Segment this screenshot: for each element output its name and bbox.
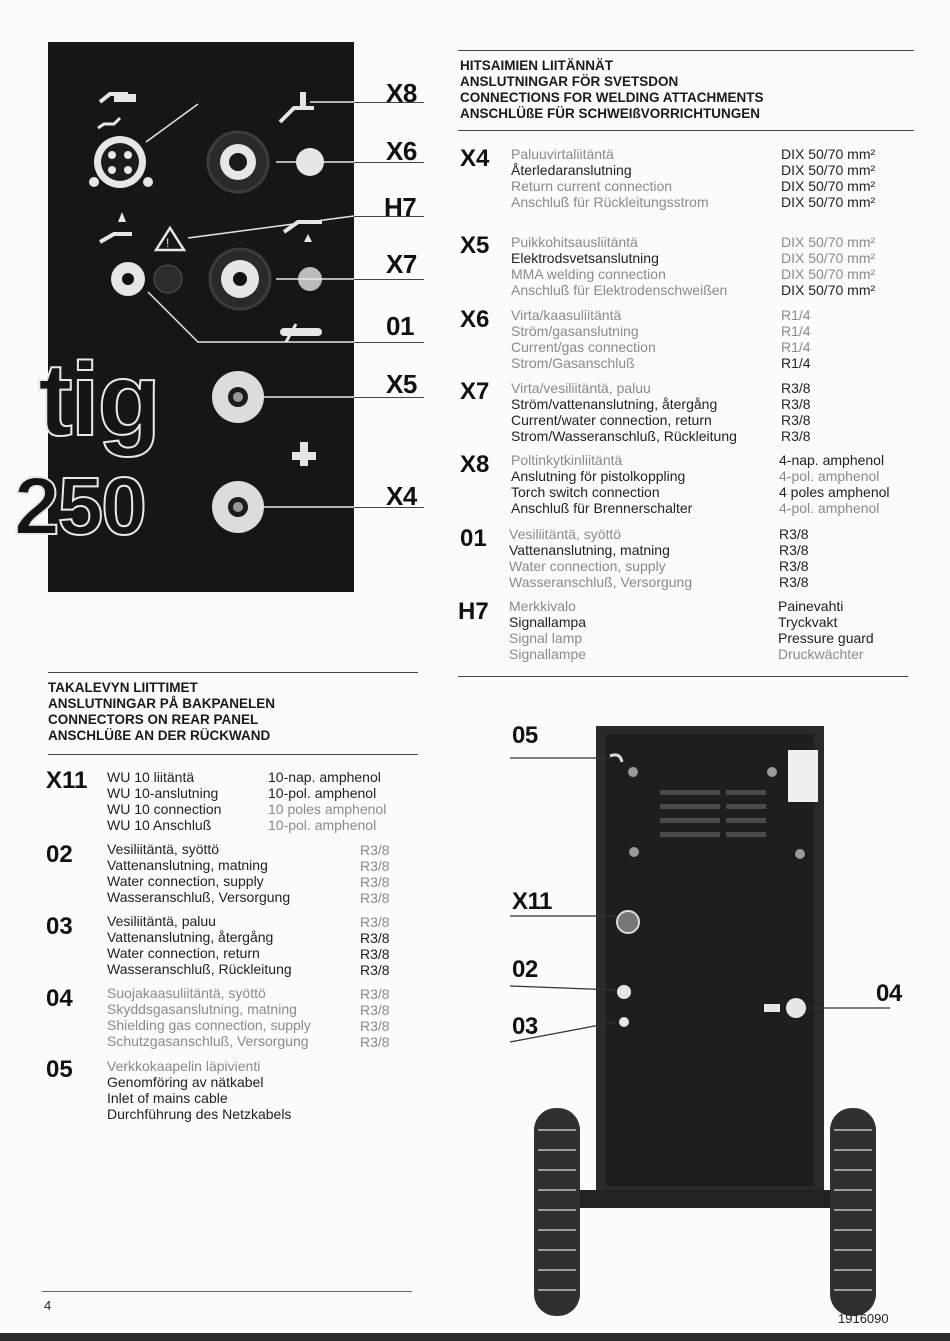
code-x4: X4 <box>460 145 490 172</box>
entry-x5-values: DIX 50/70 mm² DIX 50/70 mm² DIX 50/70 mm² DIX 50/70 mm² <box>781 234 876 298</box>
entry-03-text: Vesiliitäntä, paluu Vattenanslutning, återgång Water connection, return Wasseranschluß, Rückleitung <box>107 913 292 977</box>
welding-heading-en: CONNECTIONS FOR WELDING ATTACHMENTS <box>460 90 764 105</box>
rear-panel-photo <box>510 720 890 1320</box>
code-x5: X5 <box>460 232 490 259</box>
code-x7: X7 <box>460 378 490 405</box>
rear-label-03: 03 <box>512 1013 538 1040</box>
entry-01-values: R3/8 R3/8 R3/8 R3/8 <box>779 526 809 590</box>
entry-h7-text: Merkkivalo Signallampa Signal lamp Signallampe <box>509 598 587 662</box>
bottom-scan-edge <box>0 1333 950 1341</box>
entry-01-text: Vesiliitäntä, syöttö Vattenanslutning, matning Water connection, supply Wasseranschluß, Versorgung <box>509 526 693 590</box>
entry-x7-values: R3/8 R3/8 R3/8 R3/8 <box>781 380 811 444</box>
entry-02-values: R3/8 R3/8 R3/8 R3/8 <box>360 842 390 906</box>
entry-02-text: Vesiliitäntä, syöttö Vattenanslutning, matning Water connection, supply Wasseranschluß, Versorgung <box>107 841 291 905</box>
welding-heading-sv: ANSLUTNINGAR FÖR SVETSDON <box>460 74 679 89</box>
svg-text:!: ! <box>166 236 170 250</box>
entry-x5-text: Puikkohitsausliitäntä Elektrodsvetsanslutning MMA welding connection Anschluß für Elektrodenschweißen <box>511 234 728 298</box>
rear-heading-en: CONNECTORS ON REAR PANEL <box>48 712 259 727</box>
rear-heading-fi: TAKALEVYN LIITTIMET <box>48 680 198 695</box>
code-05: 05 <box>46 1056 73 1083</box>
entry-03-values: R3/8 R3/8 R3/8 R3/8 <box>360 914 390 978</box>
brand-tig: tig <box>38 342 160 458</box>
entry-h7-values: Painevahti Tryckvakt Pressure guard Druckwächter <box>778 598 874 662</box>
code-03: 03 <box>46 913 73 940</box>
code-x11: X11 <box>46 767 88 794</box>
rear-label-x11: X11 <box>512 888 552 915</box>
entry-04-text: Suojakaasuliitäntä, syöttö Skyddsgasanslutning, matning Shielding gas connection, supply Schutzgasanschluß, Versorgung <box>107 985 311 1049</box>
code-h7: H7 <box>458 598 489 625</box>
welding-heading-de: ANSCHLÜßE FÜR SCHWEIßVORRICHTUNGEN <box>460 106 760 121</box>
code-04: 04 <box>46 985 73 1012</box>
label-x8: X8 <box>386 78 417 108</box>
entry-x4-text: Paluuvirtaliitäntä Återledaranslutning Return current connection Anschluß für Rückleitungsstrom <box>511 146 709 210</box>
label-01: 01 <box>386 311 414 341</box>
document-number: 1916090 <box>838 1311 889 1326</box>
label-x4: X4 <box>386 481 417 511</box>
welding-heading-fi: HITSAIMIEN LIITÄNNÄT <box>460 58 613 73</box>
rear-panel-graphic <box>510 720 890 1320</box>
front-panel-photo <box>14 42 354 592</box>
rear-heading <box>48 680 275 744</box>
rear-heading-de: ANSCHLÜßE AN DER RÜCKWAND <box>48 728 271 743</box>
rear-heading-sv: ANSLUTNINGAR PÅ BAKPANELEN <box>48 696 276 711</box>
entry-x8-values: 4-nap. amphenol 4-pol. amphenol 4 poles amphenol 4-pol. amphenol <box>779 452 890 516</box>
label-h7: H7 <box>384 192 417 222</box>
04-connector-icon <box>786 998 806 1018</box>
code-x8: X8 <box>460 451 490 478</box>
entry-x8-text: Poltinkytkinliitäntä Anslutning för pistolkoppling Torch switch connection Anschluß für Brennerschalter <box>511 452 693 516</box>
x5-socket-icon <box>212 371 264 423</box>
rear-label-05: 05 <box>512 722 538 749</box>
entry-x11-text: WU 10 liitäntä WU 10-anslutning WU 10 connection WU 10 Anschluß <box>107 769 222 833</box>
page-number: 4 <box>44 1298 52 1313</box>
label-x5: X5 <box>386 369 417 399</box>
brand-250: 250 <box>14 461 145 552</box>
code-x6: X6 <box>460 306 490 333</box>
right-wheel-icon <box>830 1108 876 1316</box>
02-connector-icon <box>617 985 631 999</box>
code-01: 01 <box>460 525 487 552</box>
welding-heading <box>460 58 763 122</box>
rear-label-02: 02 <box>512 956 538 983</box>
label-x7: X7 <box>386 249 417 279</box>
label-x6: X6 <box>386 136 417 166</box>
x11-connector-icon <box>617 911 639 933</box>
entry-x4-values: DIX 50/70 mm² DIX 50/70 mm² DIX 50/70 mm² DIX 50/70 mm² <box>781 146 876 210</box>
left-wheel-icon <box>534 1108 580 1316</box>
code-02: 02 <box>46 841 73 868</box>
entry-05-text: Verkkokaapelin läpivienti Genomföring av nätkabel Inlet of mains cable Durchführung des Netzkabels <box>107 1058 292 1122</box>
rear-label-04: 04 <box>876 980 902 1007</box>
entry-x6-values: R1/4 R1/4 R1/4 R1/4 <box>781 307 811 371</box>
03-connector-icon <box>619 1017 629 1027</box>
entry-04-values: R3/8 R3/8 R3/8 R3/8 <box>360 986 390 1050</box>
entry-x11-values: 10-nap. amphenol 10-pol. amphenol 10 poles amphenol 10-pol. amphenol <box>268 769 387 833</box>
entry-x7-text: Virta/vesiliitäntä, paluu Ström/vattenanslutning, återgång Current/water connection, return Strom/Wasseranschluß, Rückleitung <box>511 380 737 444</box>
entry-x6-text: Virta/kaasuliitäntä Ström/gasanslutning Current/gas connection Strom/Gasanschluß <box>511 307 656 371</box>
